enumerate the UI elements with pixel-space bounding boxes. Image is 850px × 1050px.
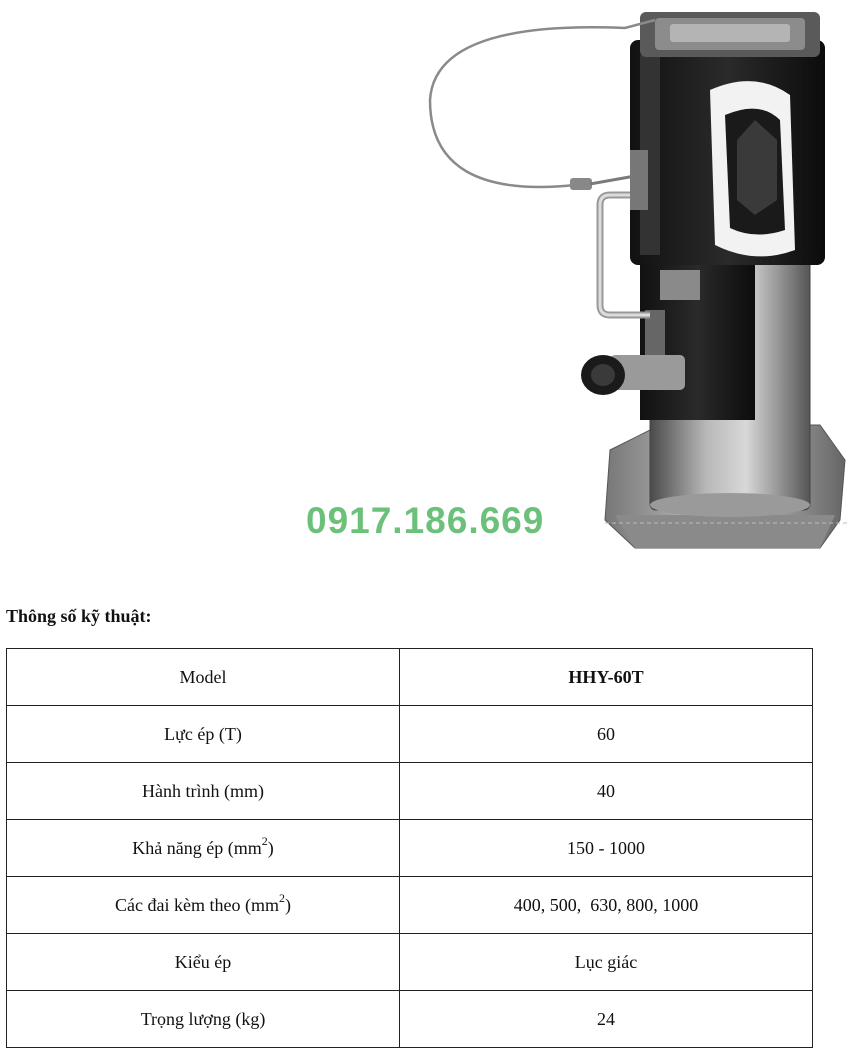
specs-heading: Thông số kỹ thuật: <box>6 606 152 626</box>
table-row <box>7 649 813 706</box>
spec-value: 40 <box>400 763 813 820</box>
table-row <box>7 763 813 820</box>
spec-label: Kiểu ép <box>7 934 400 991</box>
spec-label: Khả năng ép $(mm^2)$ <box>7 820 400 877</box>
spec-label: Các đai kèm theo $(mm^2)$ <box>7 877 400 934</box>
spec-table <box>6 648 813 1048</box>
hydraulic-press-icon <box>425 0 850 555</box>
table-row <box>7 877 813 934</box>
product-photo <box>425 0 850 555</box>
phone-watermark: 0917.186.669 <box>306 500 545 541</box>
spec-value: 24 <box>400 991 813 1048</box>
spec-value: 150 - 1000 <box>400 820 813 877</box>
table-row <box>7 991 813 1048</box>
spec-value: HHY-60T <box>400 649 813 706</box>
table-row <box>7 934 813 991</box>
spec-value: 60 <box>400 706 813 763</box>
spec-value: 400, 500, 630, 800, 1000 <box>400 877 813 934</box>
spec-label: Hành trình (mm) <box>7 763 400 820</box>
spec-label: Trọng lượng (kg) <box>7 991 400 1048</box>
table-row <box>7 706 813 763</box>
spec-label: Model <box>7 649 400 706</box>
table-row <box>7 820 813 877</box>
spec-value: Lục giác <box>400 934 813 991</box>
spec-label: Lực ép (T) <box>7 706 400 763</box>
